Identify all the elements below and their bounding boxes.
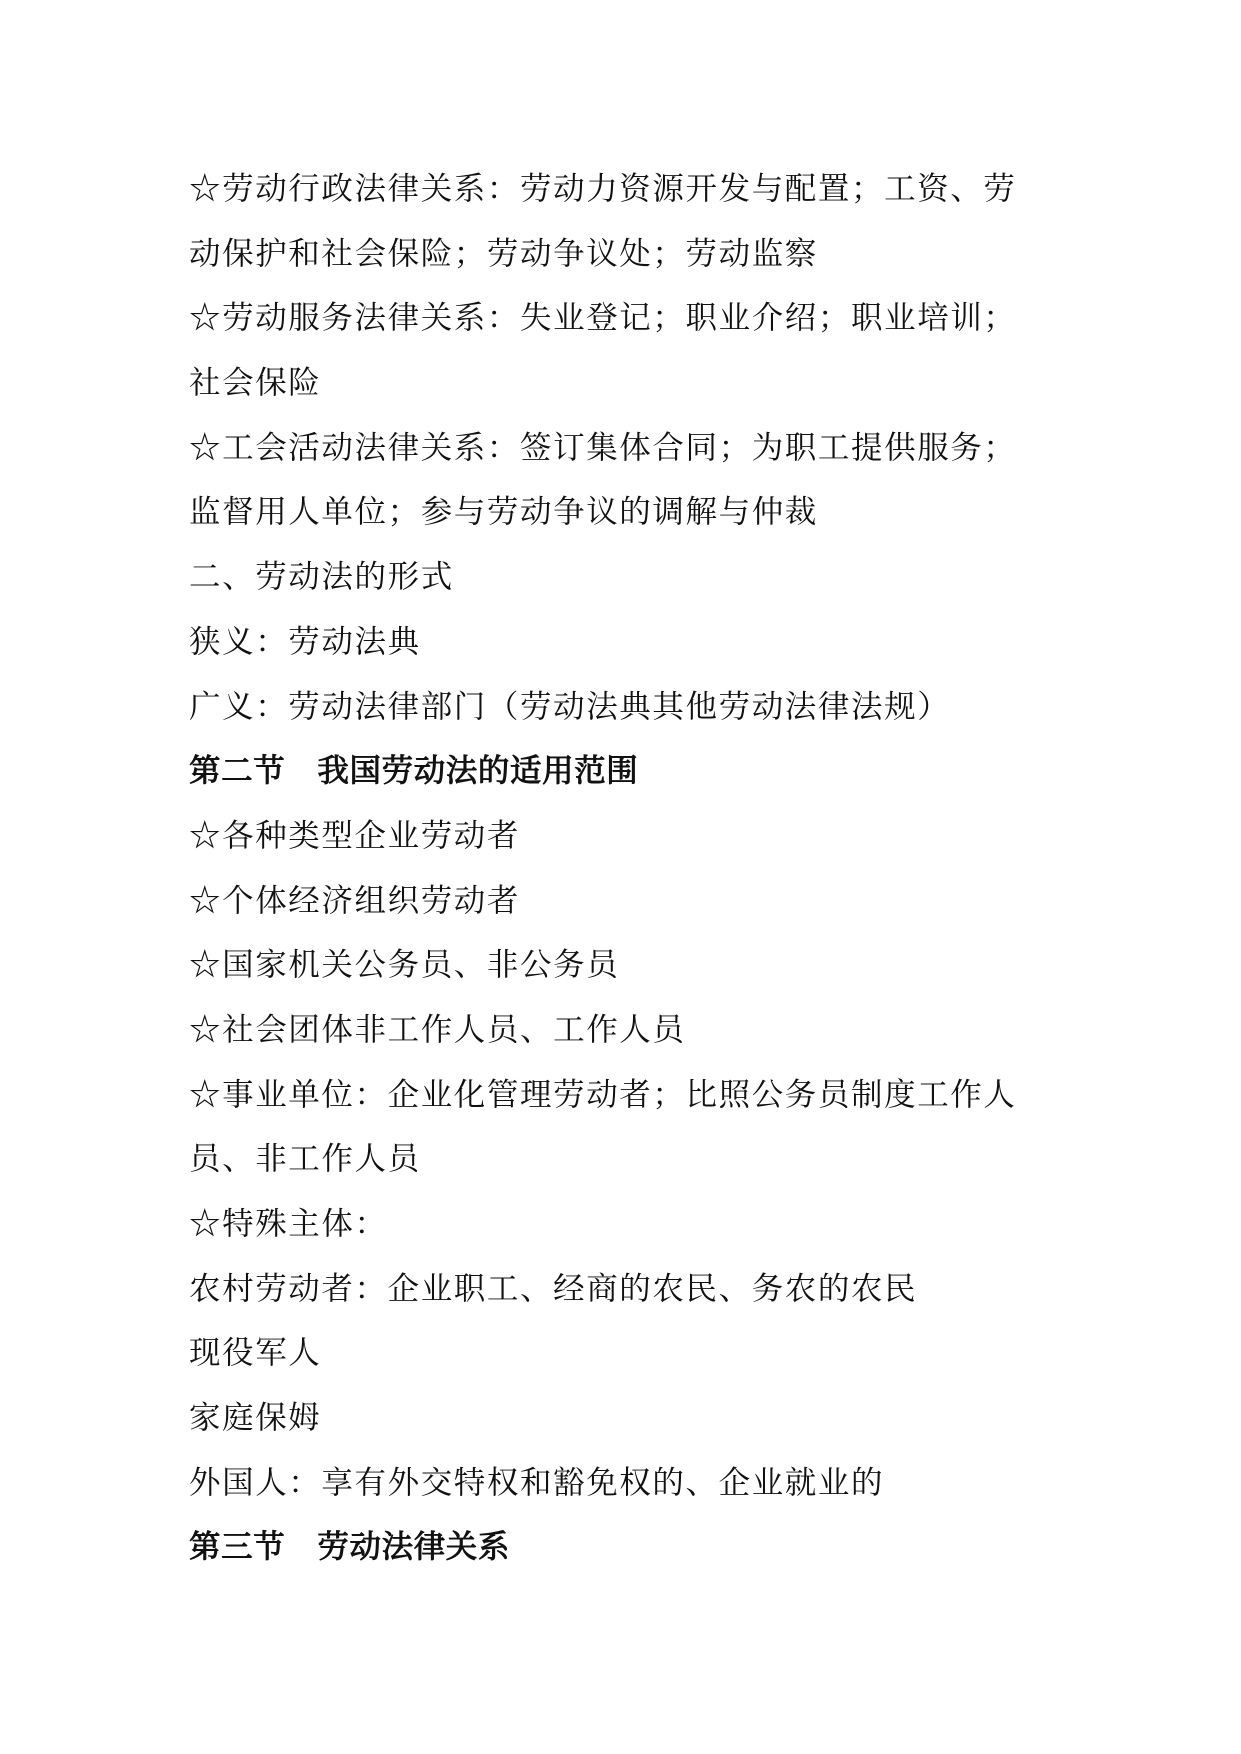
list-item: ☆事业单位：企业化管理劳动者；比照公务员制度工作人 xyxy=(189,1076,1017,1113)
body-line: 现役军人 xyxy=(189,1335,322,1372)
body-line: ☆工会活动法律关系：签订集体合同；为职工提供服务； xyxy=(189,429,1017,466)
list-item: ☆社会团体非工作人员、工作人员 xyxy=(189,1011,686,1048)
list-item: ☆特殊主体： xyxy=(189,1206,388,1242)
body-line: ☆劳动服务法律关系：失业登记；职业介绍；职业培训； xyxy=(189,300,1017,337)
body-line: 农村劳动者：企业职工、经商的农民、务农的农民 xyxy=(189,1270,918,1307)
body-line: ☆劳动行政法律关系：劳动力资源开发与配置；工资、劳 xyxy=(189,171,1017,207)
body-line: 外国人：享有外交特权和豁免权的、企业就业的 xyxy=(189,1464,885,1501)
section-heading: 第二节 我国劳动法的适用范围 xyxy=(189,753,639,790)
list-item: ☆国家机关公务员、非公务员 xyxy=(189,947,620,984)
document-body xyxy=(189,157,1039,1580)
body-line: 广义：劳动法律部门（劳动法典其他劳动法律法规） xyxy=(189,688,951,725)
body-line: 监督用人单位；参与劳动争议的调解与仲裁 xyxy=(189,494,818,531)
body-line: 员、非工作人员 xyxy=(189,1141,421,1178)
body-line: 动保护和社会保险；劳动争议处；劳动监察 xyxy=(189,235,818,272)
section-heading: 第三节 劳动法律关系 xyxy=(189,1529,511,1566)
body-line: 家庭保姆 xyxy=(189,1400,322,1437)
body-line: 社会保险 xyxy=(189,365,322,402)
subsection-heading: 二、劳动法的形式 xyxy=(189,559,454,596)
list-item: ☆各种类型企业劳动者 xyxy=(189,817,521,854)
list-item: ☆个体经济组织劳动者 xyxy=(189,882,521,919)
body-line: 狭义：劳动法典 xyxy=(189,623,421,660)
